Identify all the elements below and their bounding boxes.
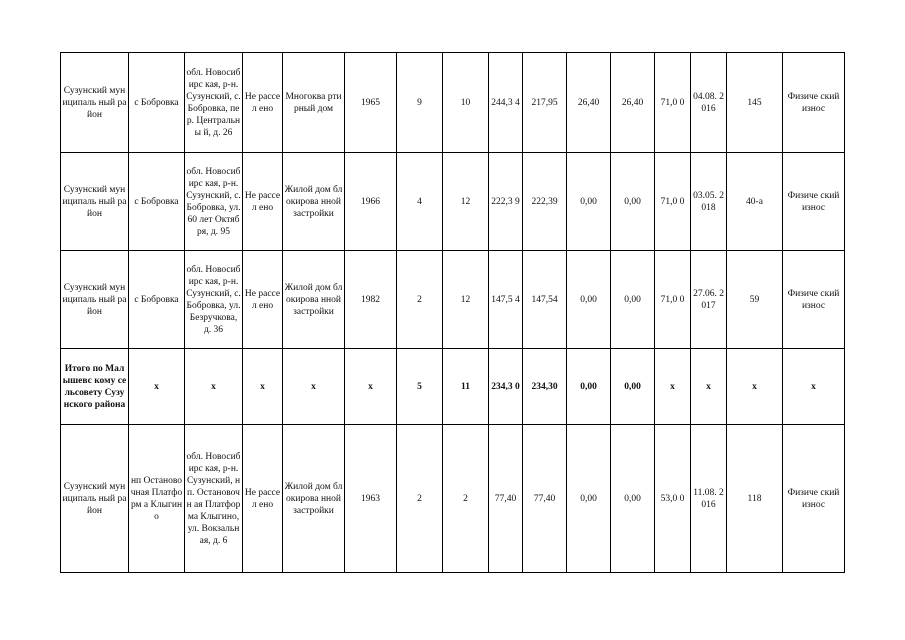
cell-doc-date: 11.08. 2016 <box>691 425 727 573</box>
cell-house-type: Многоква ртирный дом <box>283 53 345 153</box>
cell-year: 1965 <box>345 53 397 153</box>
cell-area-total: 77,40 <box>489 425 523 573</box>
cell-rooms: 10 <box>443 53 489 153</box>
cell-address: обл. Новосибирс кая, р-н. Сузунский, с. Бобровка, ул. Безручкова, д. 36 <box>185 251 243 349</box>
cell-status: Не рассел ено <box>243 251 283 349</box>
cell-area-c: 0,00 <box>611 425 655 573</box>
cell-doc-number: x <box>727 349 783 425</box>
cell-year: 1963 <box>345 425 397 573</box>
total-row <box>61 349 845 425</box>
cell-persons: 2 <box>397 425 443 573</box>
cell-settlement: с Бобровка <box>129 53 185 153</box>
cell-area-a: 222,39 <box>523 153 567 251</box>
cell-house-type: Жилой дом блокирова нной застройки <box>283 153 345 251</box>
cell-area-b: 0,00 <box>567 153 611 251</box>
cell-area-c: 26,40 <box>611 53 655 153</box>
cell-rooms: 11 <box>443 349 489 425</box>
cell-year: x <box>345 349 397 425</box>
cell-settlement: с Бобровка <box>129 251 185 349</box>
cell-area-c: 0,00 <box>611 153 655 251</box>
cell-doc-date: 04.08. 2016 <box>691 53 727 153</box>
cell-reason: Физиче ский износ <box>783 153 845 251</box>
cell-wear: 71,0 0 <box>655 53 691 153</box>
cell-address: обл. Новосибирс кая, р-н. Сузунский, нп. Остановочн ая Платформа Клыгино, ул. Вокзальная, д. 6 <box>185 425 243 573</box>
cell-doc-number: 145 <box>727 53 783 153</box>
cell-settlement: x <box>129 349 185 425</box>
cell-reason: Физиче ский износ <box>783 251 845 349</box>
cell-wear: x <box>655 349 691 425</box>
cell-area-b: 26,40 <box>567 53 611 153</box>
cell-area-a: 147,54 <box>523 251 567 349</box>
cell-settlement: нп Останово чная Платформ а Клыгино <box>129 425 185 573</box>
cell-doc-number: 40-а <box>727 153 783 251</box>
cell-persons: 9 <box>397 53 443 153</box>
table-row <box>61 425 845 573</box>
cell-doc-date: 03.05. 2018 <box>691 153 727 251</box>
cell-doc-number: 118 <box>727 425 783 573</box>
cell-house-type: Жилой дом блокирова нной застройки <box>283 425 345 573</box>
cell-area-b: 0,00 <box>567 425 611 573</box>
cell-area-a: 234,30 <box>523 349 567 425</box>
cell-area-c: 0,00 <box>611 251 655 349</box>
cell-doc-date: x <box>691 349 727 425</box>
table-row <box>61 251 845 349</box>
cell-district: Сузунский муниципаль ный район <box>61 251 129 349</box>
cell-status: Не рассел ено <box>243 425 283 573</box>
cell-settlement: с Бобровка <box>129 153 185 251</box>
cell-persons: 2 <box>397 251 443 349</box>
cell-area-total: 222,3 9 <box>489 153 523 251</box>
cell-reason: Физиче ский износ <box>783 53 845 153</box>
cell-district: Сузунский муниципаль ный район <box>61 153 129 251</box>
cell-status: Не рассел ено <box>243 53 283 153</box>
cell-address: обл. Новосибирс кая, р-н. Сузунский, с. Бобровка, пер. Центральны й, д. 26 <box>185 53 243 153</box>
cell-area-b: 0,00 <box>567 251 611 349</box>
cell-persons: 4 <box>397 153 443 251</box>
table-body <box>61 53 845 573</box>
cell-area-total: 147,5 4 <box>489 251 523 349</box>
cell-wear: 71,0 0 <box>655 153 691 251</box>
cell-year: 1982 <box>345 251 397 349</box>
cell-address: x <box>185 349 243 425</box>
cell-area-c: 0,00 <box>611 349 655 425</box>
cell-rooms: 12 <box>443 153 489 251</box>
cell-rooms: 12 <box>443 251 489 349</box>
cell-area-a: 77,40 <box>523 425 567 573</box>
cell-rooms: 2 <box>443 425 489 573</box>
cell-area-a: 217,95 <box>523 53 567 153</box>
cell-reason: x <box>783 349 845 425</box>
cell-status: Не рассел ено <box>243 153 283 251</box>
cell-district: Сузунский муниципаль ный район <box>61 53 129 153</box>
cell-area-total: 234,3 0 <box>489 349 523 425</box>
cell-persons: 5 <box>397 349 443 425</box>
cell-area-b: 0,00 <box>567 349 611 425</box>
cell-reason: Физиче ский износ <box>783 425 845 573</box>
table-row <box>61 53 845 153</box>
cell-doc-number: 59 <box>727 251 783 349</box>
cell-status: x <box>243 349 283 425</box>
cell-doc-date: 27.06. 2017 <box>691 251 727 349</box>
cell-house-type: x <box>283 349 345 425</box>
cell-year: 1966 <box>345 153 397 251</box>
cell-area-total: 244,3 4 <box>489 53 523 153</box>
cell-house-type: Жилой дом блокирова нной застройки <box>283 251 345 349</box>
cell-wear: 71,0 0 <box>655 251 691 349</box>
cell-address: обл. Новосибирс кая, р-н. Сузунский, с. Бобровка, ул. 60 лет Октября, д. 95 <box>185 153 243 251</box>
table-row <box>61 153 845 251</box>
cell-wear: 53,0 0 <box>655 425 691 573</box>
housing-table <box>60 52 845 573</box>
cell-district: Сузунский муниципаль ный район <box>61 425 129 573</box>
cell-district: Итого по Малышевс кому сельсовету Сузунского района <box>61 349 129 425</box>
